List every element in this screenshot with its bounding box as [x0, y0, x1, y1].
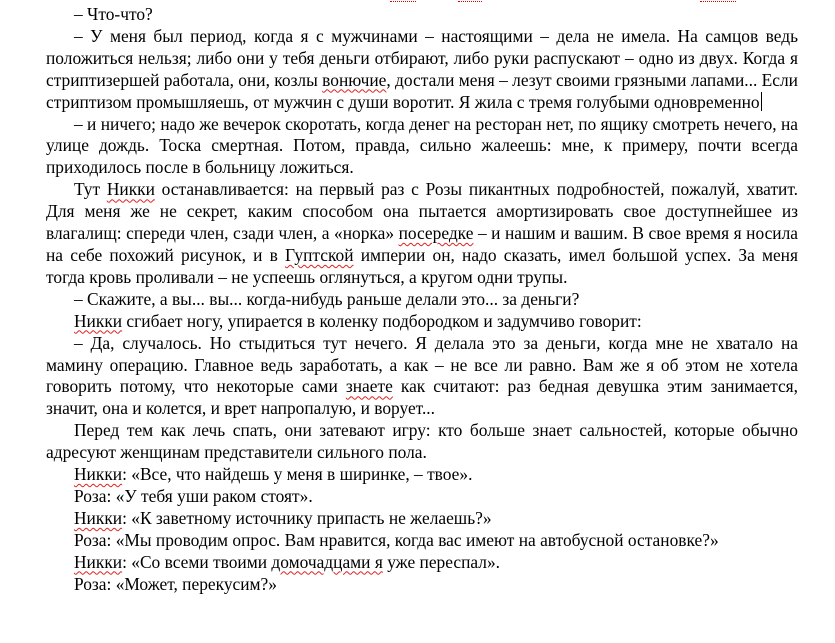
- text-run: – и нашим и вашим. В свое время я носила на себе похожий рисунок, и в: [46, 223, 798, 265]
- paragraph: [46, 464, 798, 486]
- text-run: империи он, надо сказать, имел большой успех. За меня тогда кровь проливали – не успеешь оглянуться, а кругом одни трупы.: [46, 244, 798, 287]
- text-run: Перед тем как лечь спать, они затевают игру: кто больше знает сальностей, которые обычно адресуют женщинам представители сильного пола.: [46, 420, 798, 463]
- spellcheck-word[interactable]: домочадцами я: [271, 551, 383, 572]
- text-run: – У меня был период, когда я с мужчинами – настоящими – дела не имела. На самцов ведь положиться нельзя; либо они у тебя деньги отбирают, либо руки распускают – одно из двух. Когда я стриптизершей работала, они, козлы: [46, 25, 798, 90]
- spellcheck-word[interactable]: Никки: [74, 507, 123, 528]
- spellcheck-word[interactable]: вонючие: [322, 69, 387, 90]
- paragraph: [46, 4, 798, 26]
- text-run: : «Все, что найдешь у меня в ширинке, – твое».: [122, 464, 473, 485]
- spellcheck-word[interactable]: Никки: [74, 464, 123, 485]
- paragraph: [46, 486, 798, 508]
- paragraph: [46, 289, 798, 311]
- text-run: : «К заветному источнику припасть не желаешь?»: [122, 507, 492, 528]
- paragraph: [46, 552, 798, 574]
- document-body[interactable]: [46, 4, 798, 595]
- text-run: – Скажите, а вы... вы... когда-нибудь раньше делали это... за деньги?: [74, 288, 580, 309]
- paragraph: [46, 179, 798, 289]
- spellcheck-word[interactable]: знаете: [345, 376, 393, 397]
- spellcheck-mark: [700, 0, 736, 2]
- spellcheck-word[interactable]: Никки: [74, 310, 123, 331]
- text-run: – и ничего; надо же вечерок скоротать, когда денег на ресторан нет, по ящику смотреть нечего, на улице дождь. Тоска смертная. Потом, правда, сильно жалеешь: мне, к примеру, почти всегда приходилось после в больницу ложиться.: [46, 113, 798, 178]
- paragraph: [46, 333, 798, 421]
- spellcheck-word[interactable]: Гуптской: [285, 244, 354, 265]
- spellcheck-word[interactable]: Никки: [106, 179, 155, 200]
- paragraph: [46, 114, 798, 180]
- spellcheck-word[interactable]: Никки: [74, 551, 123, 572]
- paragraph: [46, 574, 798, 596]
- text-run: Тут: [74, 179, 107, 200]
- paragraph: [46, 311, 798, 333]
- spellcheck-word[interactable]: посередке: [398, 223, 474, 244]
- text-run: сгибает ногу, упирается в коленку подбородком и задумчиво говорит:: [122, 310, 642, 331]
- text-run: останавливается: на первый раз с Розы пикантных подробностей, пожалуй, хватит. Для меня же не секрет, каким способом она пытается амортизировать свое доступнейшее из влагалищ: спереди член, сзади член, а «норка»: [46, 179, 798, 244]
- text-run: Роза: «Мы проводим опрос. Вам нравится, когда вас имеют на автобусной остановке?»: [74, 529, 719, 550]
- text-run: уже переспал».: [382, 551, 501, 572]
- paragraph: [46, 420, 798, 464]
- text-cursor: [761, 92, 762, 111]
- paragraph: [46, 26, 798, 114]
- text-run: – Да, случалось. Но стыдиться тут нечего. Я делала это за деньги, когда мне не хватало на мамину операцию. Главное ведь заработать, а как – не все ли равно. Вам же я об этом не хотела говорить потому, что некоторые сами: [46, 332, 798, 397]
- paragraph: [46, 530, 798, 552]
- text-run: Роза: «Может, перекусим?»: [74, 573, 277, 594]
- paragraph: [46, 508, 798, 530]
- text-run: как считают: раз бедная девушка этим занимается, значит, она и колется, и врет напропалую, и ворует...: [46, 376, 799, 419]
- spellcheck-mark: [458, 0, 482, 2]
- text-run: Роза: «У тебя уши раком стоят».: [74, 485, 313, 506]
- text-run: : «Со всеми твоими: [122, 551, 272, 572]
- text-run: – Что-что?: [74, 4, 153, 24]
- text-run: , достали меня – лезут своими грязными лапами... Если стриптизом промышляешь, от мужчин с души воротит. Я жила с тремя голубыми одновременно: [46, 69, 798, 112]
- spellcheck-mark: [390, 0, 416, 2]
